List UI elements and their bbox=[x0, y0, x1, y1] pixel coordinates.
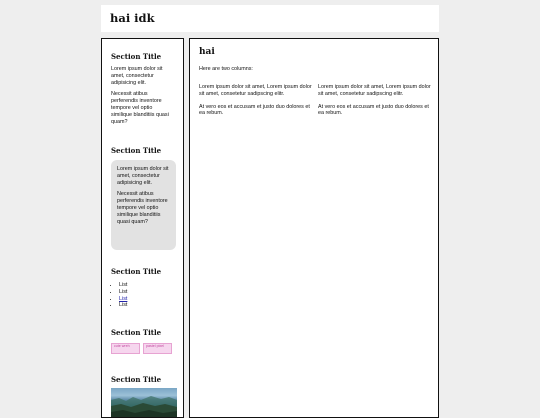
sidebar-section-title: Section Title bbox=[111, 375, 162, 384]
column-paragraph: Lorem ipsum dolor sit amet, Lorem ipsum dolor sit amet, consetetur sadipscing elitr. bbox=[318, 84, 431, 97]
site-header bbox=[101, 5, 439, 32]
sidebar-section-title: Section Title bbox=[111, 146, 162, 155]
landscape-image-icon bbox=[111, 388, 177, 418]
sidebar bbox=[101, 38, 184, 418]
column-paragraph: At vero eos et accusam et justo duo dolores et ea rebum. bbox=[318, 103, 429, 117]
list-item: • List bbox=[119, 282, 127, 289]
list-item[interactable] bbox=[119, 296, 127, 303]
sidebar-paragraph: Necessit atibus perferendis inventore tempore vel optio similique blanditiis quasi quam? bbox=[111, 91, 169, 125]
column-right bbox=[318, 84, 431, 123]
sidebar-paragraph: Lorem ipsum dolor sit amet, consectetur adipisicing elit. bbox=[117, 166, 169, 186]
main-content bbox=[189, 38, 439, 418]
list-link[interactable]: List bbox=[119, 295, 128, 302]
column-paragraph: At vero eos et accusam et justo duo dolores et ea rebum. bbox=[199, 103, 310, 117]
sidebar-list bbox=[111, 282, 127, 309]
sidebar-section-title: Section Title bbox=[111, 52, 162, 61]
badge-row bbox=[111, 343, 172, 354]
sidebar-section-title: Section Title bbox=[111, 328, 162, 337]
sidebar-text-block bbox=[111, 66, 174, 130]
page-title: hai bbox=[199, 47, 215, 57]
intro-text: Here are two columns: bbox=[199, 66, 253, 72]
landscape-photo bbox=[111, 388, 177, 418]
list-item: • List bbox=[119, 289, 127, 296]
column-paragraph: Lorem ipsum dolor sit amet, Lorem ipsum dolor sit amet, consetetur sadipscing elitr. bbox=[199, 84, 312, 97]
site-title: hai idk bbox=[110, 11, 155, 25]
sidebar-gray-box bbox=[111, 160, 176, 250]
sidebar-paragraph: Necessit atibus perferendis inventore tempore vel optio similique blanditiis quasi quam? bbox=[117, 191, 168, 225]
column-left bbox=[199, 84, 312, 123]
list-item: • List bbox=[119, 302, 127, 309]
site-button-badge[interactable]: cute wreh bbox=[111, 343, 140, 354]
sidebar-paragraph: Lorem ipsum dolor sit amet, consectetur adipisicing elit. bbox=[111, 66, 163, 86]
sidebar-section-title: Section Title bbox=[111, 267, 162, 276]
site-button-badge[interactable]: pastel pixel bbox=[143, 343, 172, 354]
